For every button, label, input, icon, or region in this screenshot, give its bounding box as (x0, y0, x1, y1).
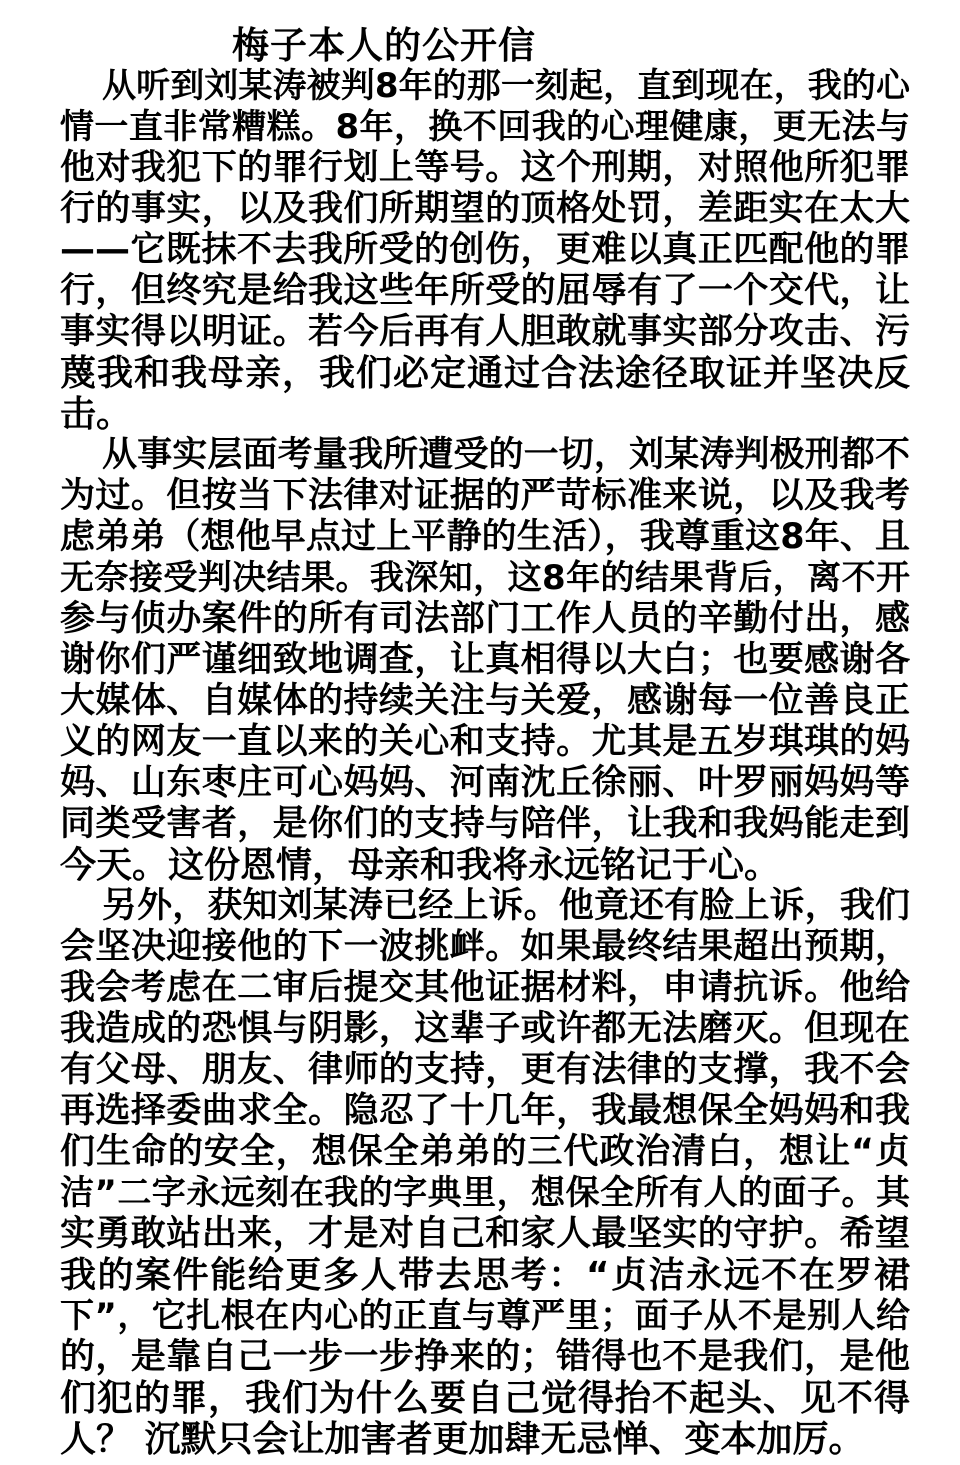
text-line: 事实得以明证。若今后再有人胆敢就事实部分攻击、污 (60, 312, 910, 352)
text-line: 我的案件能给更多人带去思考：“贞洁永远不在罗裙 (60, 1255, 910, 1296)
text-line: 虑弟弟（想他早点过上平静的生活），我尊重这8年、且 (60, 517, 910, 557)
text-line: 有父母、朋友、律师的支持，更有法律的支撑，我不会 (60, 1050, 910, 1090)
text-line: 蔑我和我母亲，我们必定通过合法途径取证并坚决反 (60, 353, 910, 394)
text-line: ——它既抹不去我所受的创伤，更难以真正匹配他的罪 (60, 230, 910, 270)
text-line: 击。 (60, 394, 133, 435)
text-line: 今天。这份恩情，母亲和我将永远铭记于心。 (60, 845, 781, 886)
text-line: 行的事实，以及我们所期望的顶格处罚，差距实在太大 (60, 189, 910, 229)
text-line: 无奈接受判决结果。我深知，这8年的结果背后，离不开 (60, 558, 910, 598)
text-line: 从事实层面考量我所遭受的一切，刘某涛判极刑都不 (102, 435, 910, 475)
text-line: 谢你们严谨细致地调查，让真相得以大白；也要感谢各 (60, 640, 910, 680)
text-line: 行，但终究是给我这些年所受的屈辱有了一个交代，让 (60, 271, 910, 311)
text-line: 我造成的恐惧与阴影，这辈子或许都无法磨灭。但现在 (60, 1009, 910, 1049)
text-line: 为过。但按当下法律对证据的严苛标准来说，以及我考 (60, 476, 910, 516)
letter-title: 梅子本人的公开信 (232, 24, 536, 67)
text-line: 人？ 沉默只会让加害者更加肆无忌惮、变本加厉。 (60, 1419, 865, 1460)
text-line: 我会考虑在二审后提交其他证据材料，申请抗诉。他给 (60, 968, 910, 1008)
text-line: 妈、山东枣庄可心妈妈、河南沈丘徐丽、叶罗丽妈妈等 (60, 763, 910, 803)
text-line: 再选择委曲求全。隐忍了十几年，我最想保全妈妈和我 (60, 1091, 910, 1131)
text-line: 情一直非常糟糕。8年，换不回我的心理健康，更无法与 (60, 107, 910, 147)
text-line: 会坚决迎接他的下一波挑衅。如果最终结果超出预期， (60, 927, 910, 967)
text-line: 参与侦办案件的所有司法部门工作人员的辛勤付出，感 (60, 599, 910, 639)
text-line: 实勇敢站出来，才是对自己和家人最坚实的守护。希望 (60, 1214, 910, 1254)
text-line: 的，是靠自己一步一步挣来的；错得也不是我们，是他 (60, 1337, 910, 1377)
text-line: 下”，它扎根在内心的正直与尊严里；面子从不是别人给 (60, 1296, 910, 1336)
letter-body (60, 66, 910, 1460)
text-line: 他对我犯下的罪行划上等号。这个刑期，对照他所犯罪 (60, 148, 910, 188)
text-line: 同类受害者，是你们的支持与陪伴，让我和我妈能走到 (60, 804, 910, 844)
text-line: 们犯的罪，我们为什么要自己觉得抬不起头、见不得 (60, 1378, 910, 1419)
text-line: 们生命的安全，想保全弟弟的三代政治清白，想让“贞 (60, 1132, 910, 1172)
text-line: 义的网友一直以来的关心和支持。尤其是五岁琪琪的妈 (60, 722, 910, 762)
text-line: 大媒体、自媒体的持续关注与关爱，感谢每一位善良正 (60, 681, 910, 721)
text-line: 洁”二字永远刻在我的字典里，想保全所有人的面子。其 (60, 1173, 910, 1213)
text-line: 从听到刘某涛被判8年的那一刻起，直到现在，我的心 (102, 66, 910, 106)
text-line: 另外，获知刘某涛已经上诉。他竟还有脸上诉，我们 (102, 886, 910, 926)
